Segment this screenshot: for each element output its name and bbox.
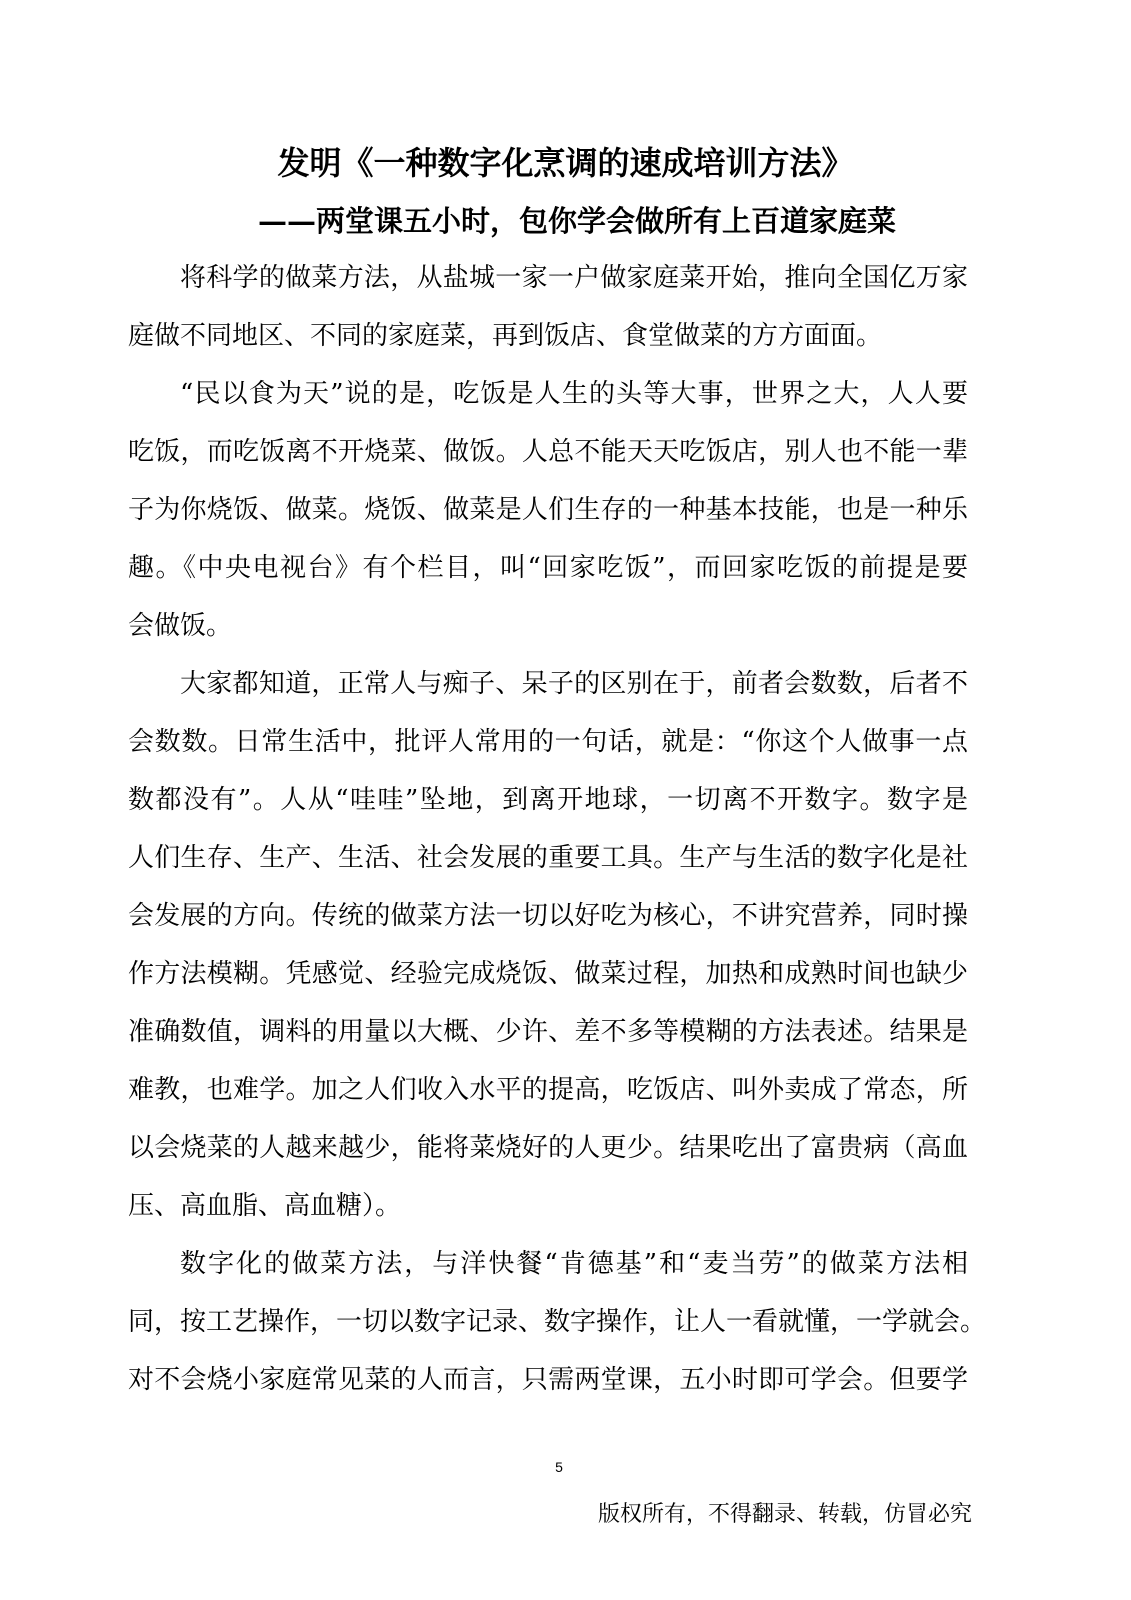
text-line: 庭做不同地区、不同的家庭菜，再到饭店、食堂做菜的方方面面。 — [128, 321, 883, 351]
document-subtitle: ——两堂课五小时，包你学会做所有上百道家庭菜 — [258, 204, 897, 238]
text-line: 同，按工艺操作，一切以数字记录、数字操作，让人一看就懂，一学就会。 — [128, 1307, 987, 1337]
text-line: 会数数。日常生活中，批评人常用的一句话，就是：“你这个人做事一点 — [128, 727, 968, 757]
text-line: 会发展的方向。传统的做菜方法一切以好吃为核心，不讲究营养，同时操 — [128, 901, 968, 931]
paragraph-2 — [128, 365, 968, 655]
text-line: 难教，也难学。加之人们收入水平的提高，吃饭店、叫外卖成了常态，所 — [128, 1075, 968, 1105]
document-body — [128, 249, 987, 1409]
text-line: “民以食为天”说的是，吃饭是人生的头等大事，世界之大，人人要 — [180, 379, 968, 409]
page-number: 5 — [555, 1459, 563, 1475]
text-line: 准确数值，调料的用量以大概、少许、差不多等模糊的方法表述。结果是 — [128, 1017, 968, 1047]
text-line: 以会烧菜的人越来越少，能将菜烧好的人更少。结果吃出了富贵病（高血 — [128, 1133, 968, 1163]
paragraph-1 — [128, 249, 968, 365]
copyright-footer: 版权所有，不得翻录、转载，仿冒必究 — [597, 1502, 972, 1527]
text-line: 作方法模糊。凭感觉、经验完成烧饭、做菜过程，加热和成熟时间也缺少 — [128, 959, 968, 989]
text-line: 人们生存、生产、生活、社会发展的重要工具。生产与生活的数字化是社 — [128, 843, 968, 873]
paragraph-3 — [128, 655, 968, 1235]
text-line: 数都没有”。人从“哇哇”坠地，到离开地球，一切离不开数字。数字是 — [128, 785, 968, 815]
text-line: 大家都知道，正常人与痴子、呆子的区别在于，前者会数数，后者不 — [180, 669, 968, 699]
text-line: 会做饭。 — [128, 611, 233, 641]
text-line: 趣。《中央电视台》有个栏目，叫“回家吃饭”，而回家吃饭的前提是要 — [128, 553, 968, 583]
paragraph-4 — [128, 1235, 987, 1409]
text-line: 子为你烧饭、做菜。烧饭、做菜是人们生存的一种基本技能，也是一种乐 — [128, 495, 968, 525]
text-line: 对不会烧小家庭常见菜的人而言，只需两堂课，五小时即可学会。但要学 — [128, 1365, 968, 1395]
text-line: 数字化的做菜方法，与洋快餐“肯德基”和“麦当劳”的做菜方法相 — [180, 1249, 968, 1279]
text-line: 吃饭，而吃饭离不开烧菜、做饭。人总不能天天吃饭店，别人也不能一辈 — [128, 437, 968, 467]
text-line: 压、高血脂、高血糖）。 — [128, 1191, 402, 1221]
text-line: 将科学的做菜方法，从盐城一家一户做家庭菜开始，推向全国亿万家 — [180, 263, 968, 293]
document-title: 发明《一种数字化烹调的速成培训方法》 — [277, 144, 854, 182]
